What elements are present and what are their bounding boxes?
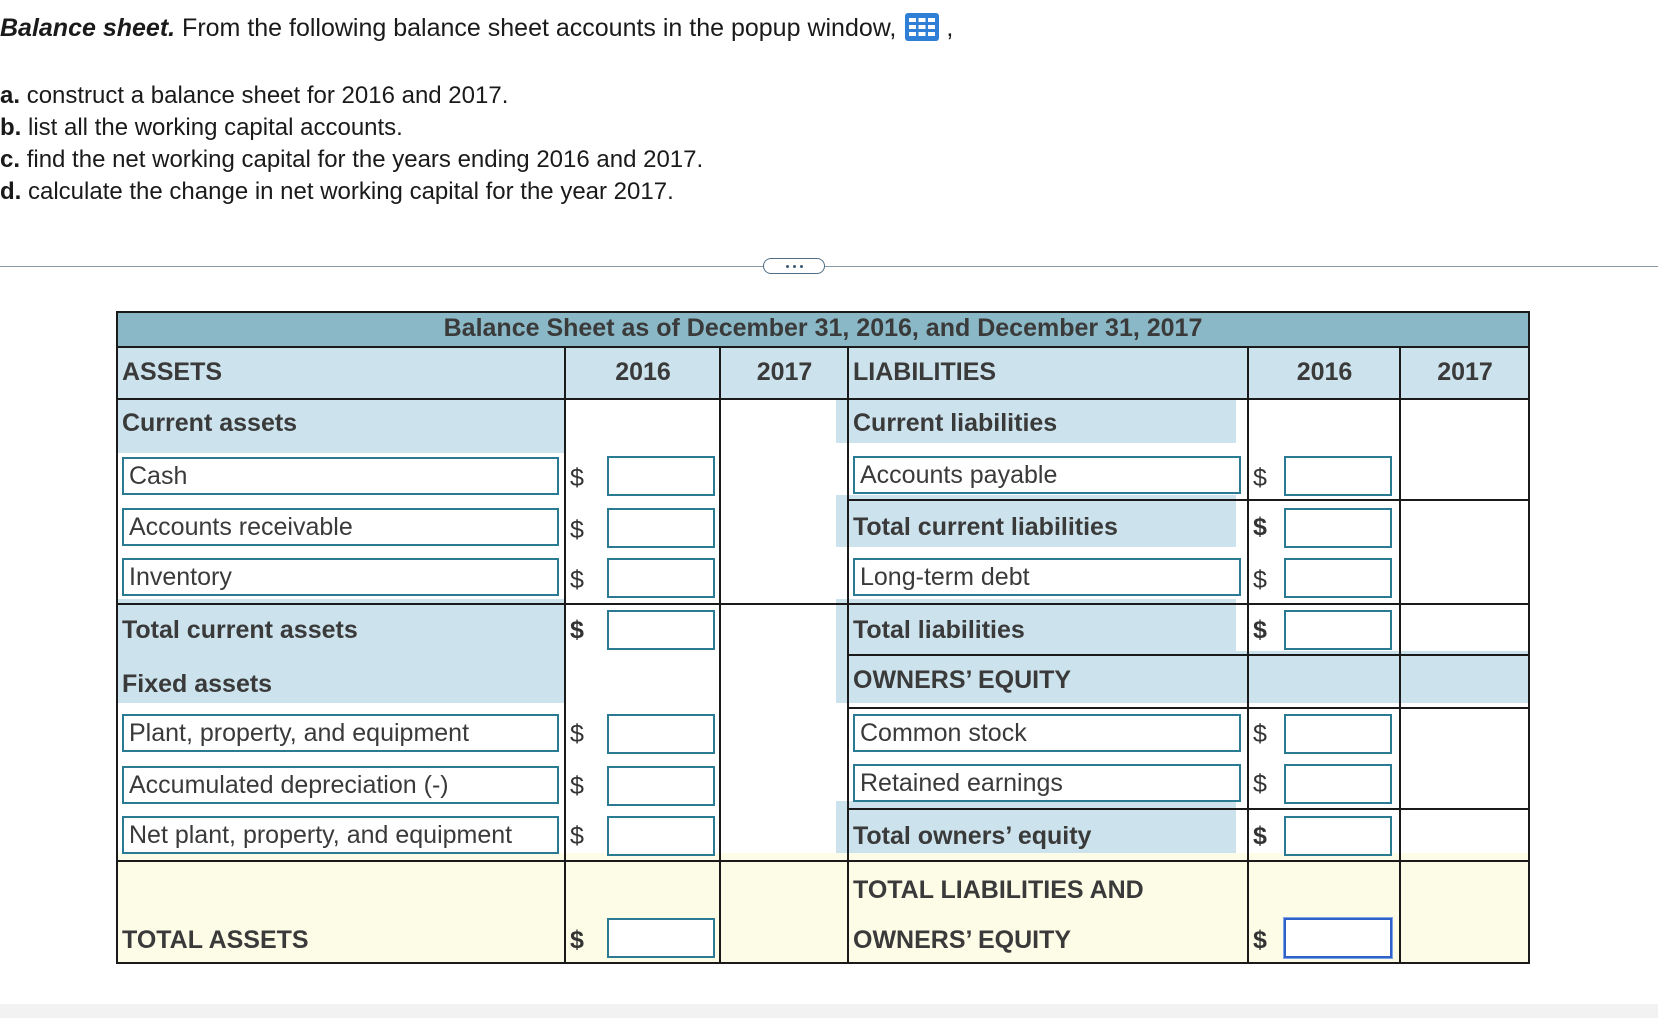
retained-earnings-2016-input[interactable] <box>1284 764 1392 804</box>
grid-table-icon[interactable] <box>904 12 940 42</box>
question-title: Balance sheet. <box>0 14 176 42</box>
footer-strip <box>0 1004 1658 1018</box>
long-term-debt-2016-input[interactable] <box>1284 558 1392 598</box>
current-assets-label: Current assets <box>122 409 298 437</box>
total-liabilities-label: Total liabilities <box>853 616 1025 644</box>
tcl-dollar: $ <box>1253 513 1267 541</box>
balance-sheet-table <box>116 311 1530 964</box>
owners-equity-header: OWNERS’ EQUITY <box>853 666 1072 694</box>
toe-dollar: $ <box>1253 822 1267 850</box>
total-current-assets-2016-input[interactable] <box>607 610 715 650</box>
common-stock-2016-input[interactable] <box>1284 714 1392 754</box>
total-liabilities-2016-input[interactable] <box>1284 610 1392 650</box>
ltd-dollar: $ <box>1253 566 1267 594</box>
total-current-liabilities-2016-input[interactable] <box>1284 508 1392 548</box>
section-divider <box>0 266 1658 267</box>
part-c: c. find the net working capital for the years ending 2016 and 2017. <box>0 146 704 173</box>
ap-dollar: $ <box>1253 464 1267 492</box>
total-liabilities-equity-2016-input[interactable] <box>1284 918 1392 958</box>
cash-dollar: $ <box>570 464 584 492</box>
total-current-assets-label: Total current assets <box>122 616 358 644</box>
accounts-receivable-2016-input[interactable] <box>607 508 715 548</box>
total-liabilities-equity-label-2: OWNERS’ EQUITY <box>853 926 1072 954</box>
liabilities-year-2016: 2016 <box>1296 358 1353 386</box>
assets-year-2016: 2016 <box>615 358 671 386</box>
part-d: d. calculate the change in net working capital for the year 2017. <box>0 178 674 205</box>
accumulated-depreciation-label-field[interactable]: Accumulated depreciation (-) <box>122 766 559 804</box>
inventory-dollar: $ <box>570 566 584 594</box>
liabilities-year-2017: 2017 <box>1437 358 1493 386</box>
ppe-2016-input[interactable] <box>607 714 715 754</box>
total-owners-equity-2016-input[interactable] <box>1284 816 1392 856</box>
inventory-label-field[interactable]: Inventory <box>122 558 559 596</box>
total-assets-2016-input[interactable] <box>607 918 715 958</box>
assets-header: ASSETS <box>122 358 223 386</box>
tl-dollar: $ <box>1253 616 1267 644</box>
total-assets-label: TOTAL ASSETS <box>122 926 309 954</box>
table-title: Balance Sheet as of December 31, 2016, and December 31, 2017 <box>443 314 1203 342</box>
accum-dep-dollar: $ <box>570 772 584 800</box>
question-intro <box>0 14 953 44</box>
assets-year-2017: 2017 <box>756 358 813 386</box>
tle-dollar: $ <box>1253 926 1267 954</box>
ppe-dollar: $ <box>570 720 584 748</box>
current-liabilities-label: Current liabilities <box>853 409 1058 437</box>
retained-earnings-label-field[interactable]: Retained earnings <box>853 764 1241 802</box>
net-ppe-label-field[interactable]: Net plant, property, and equipment <box>122 816 559 854</box>
fixed-assets-label: Fixed assets <box>122 670 273 698</box>
net-ppe-dollar: $ <box>570 822 584 850</box>
re-dollar: $ <box>1253 770 1267 798</box>
part-a: a. construct a balance sheet for 2016 and 2017. <box>0 82 509 109</box>
ppe-label-field[interactable]: Plant, property, and equipment <box>122 714 559 752</box>
common-stock-label-field[interactable]: Common stock <box>853 714 1241 752</box>
accounts-payable-label-field[interactable]: Accounts payable <box>853 456 1241 494</box>
tca-dollar: $ <box>570 616 584 644</box>
inventory-2016-input[interactable] <box>607 558 715 598</box>
accounts-receivable-label-field[interactable]: Accounts receivable <box>122 508 559 546</box>
question-parts <box>0 80 703 208</box>
part-b: b. list all the working capital accounts. <box>0 114 403 141</box>
long-term-debt-label-field[interactable]: Long-term debt <box>853 558 1241 596</box>
total-owners-equity-label: Total owners’ equity <box>853 822 1092 850</box>
question-intro-text: From the following balance sheet accounts in the popup window, <box>182 14 897 42</box>
cs-dollar: $ <box>1253 720 1267 748</box>
accounts-payable-2016-input[interactable] <box>1284 456 1392 496</box>
total-liabilities-equity-label-1: TOTAL LIABILITIES AND <box>853 876 1144 904</box>
liabilities-header: LIABILITIES <box>853 358 997 386</box>
cash-label-field[interactable]: Cash <box>122 457 559 495</box>
total-assets-dollar: $ <box>570 926 584 954</box>
total-current-liabilities-label: Total current liabilities <box>853 513 1118 541</box>
accumulated-depreciation-2016-input[interactable] <box>607 766 715 806</box>
expand-more-button[interactable] <box>763 258 825 274</box>
ar-dollar: $ <box>570 516 584 544</box>
cash-2016-input[interactable] <box>607 456 715 496</box>
net-ppe-2016-input[interactable] <box>607 816 715 856</box>
question-intro-end: , <box>946 14 954 42</box>
